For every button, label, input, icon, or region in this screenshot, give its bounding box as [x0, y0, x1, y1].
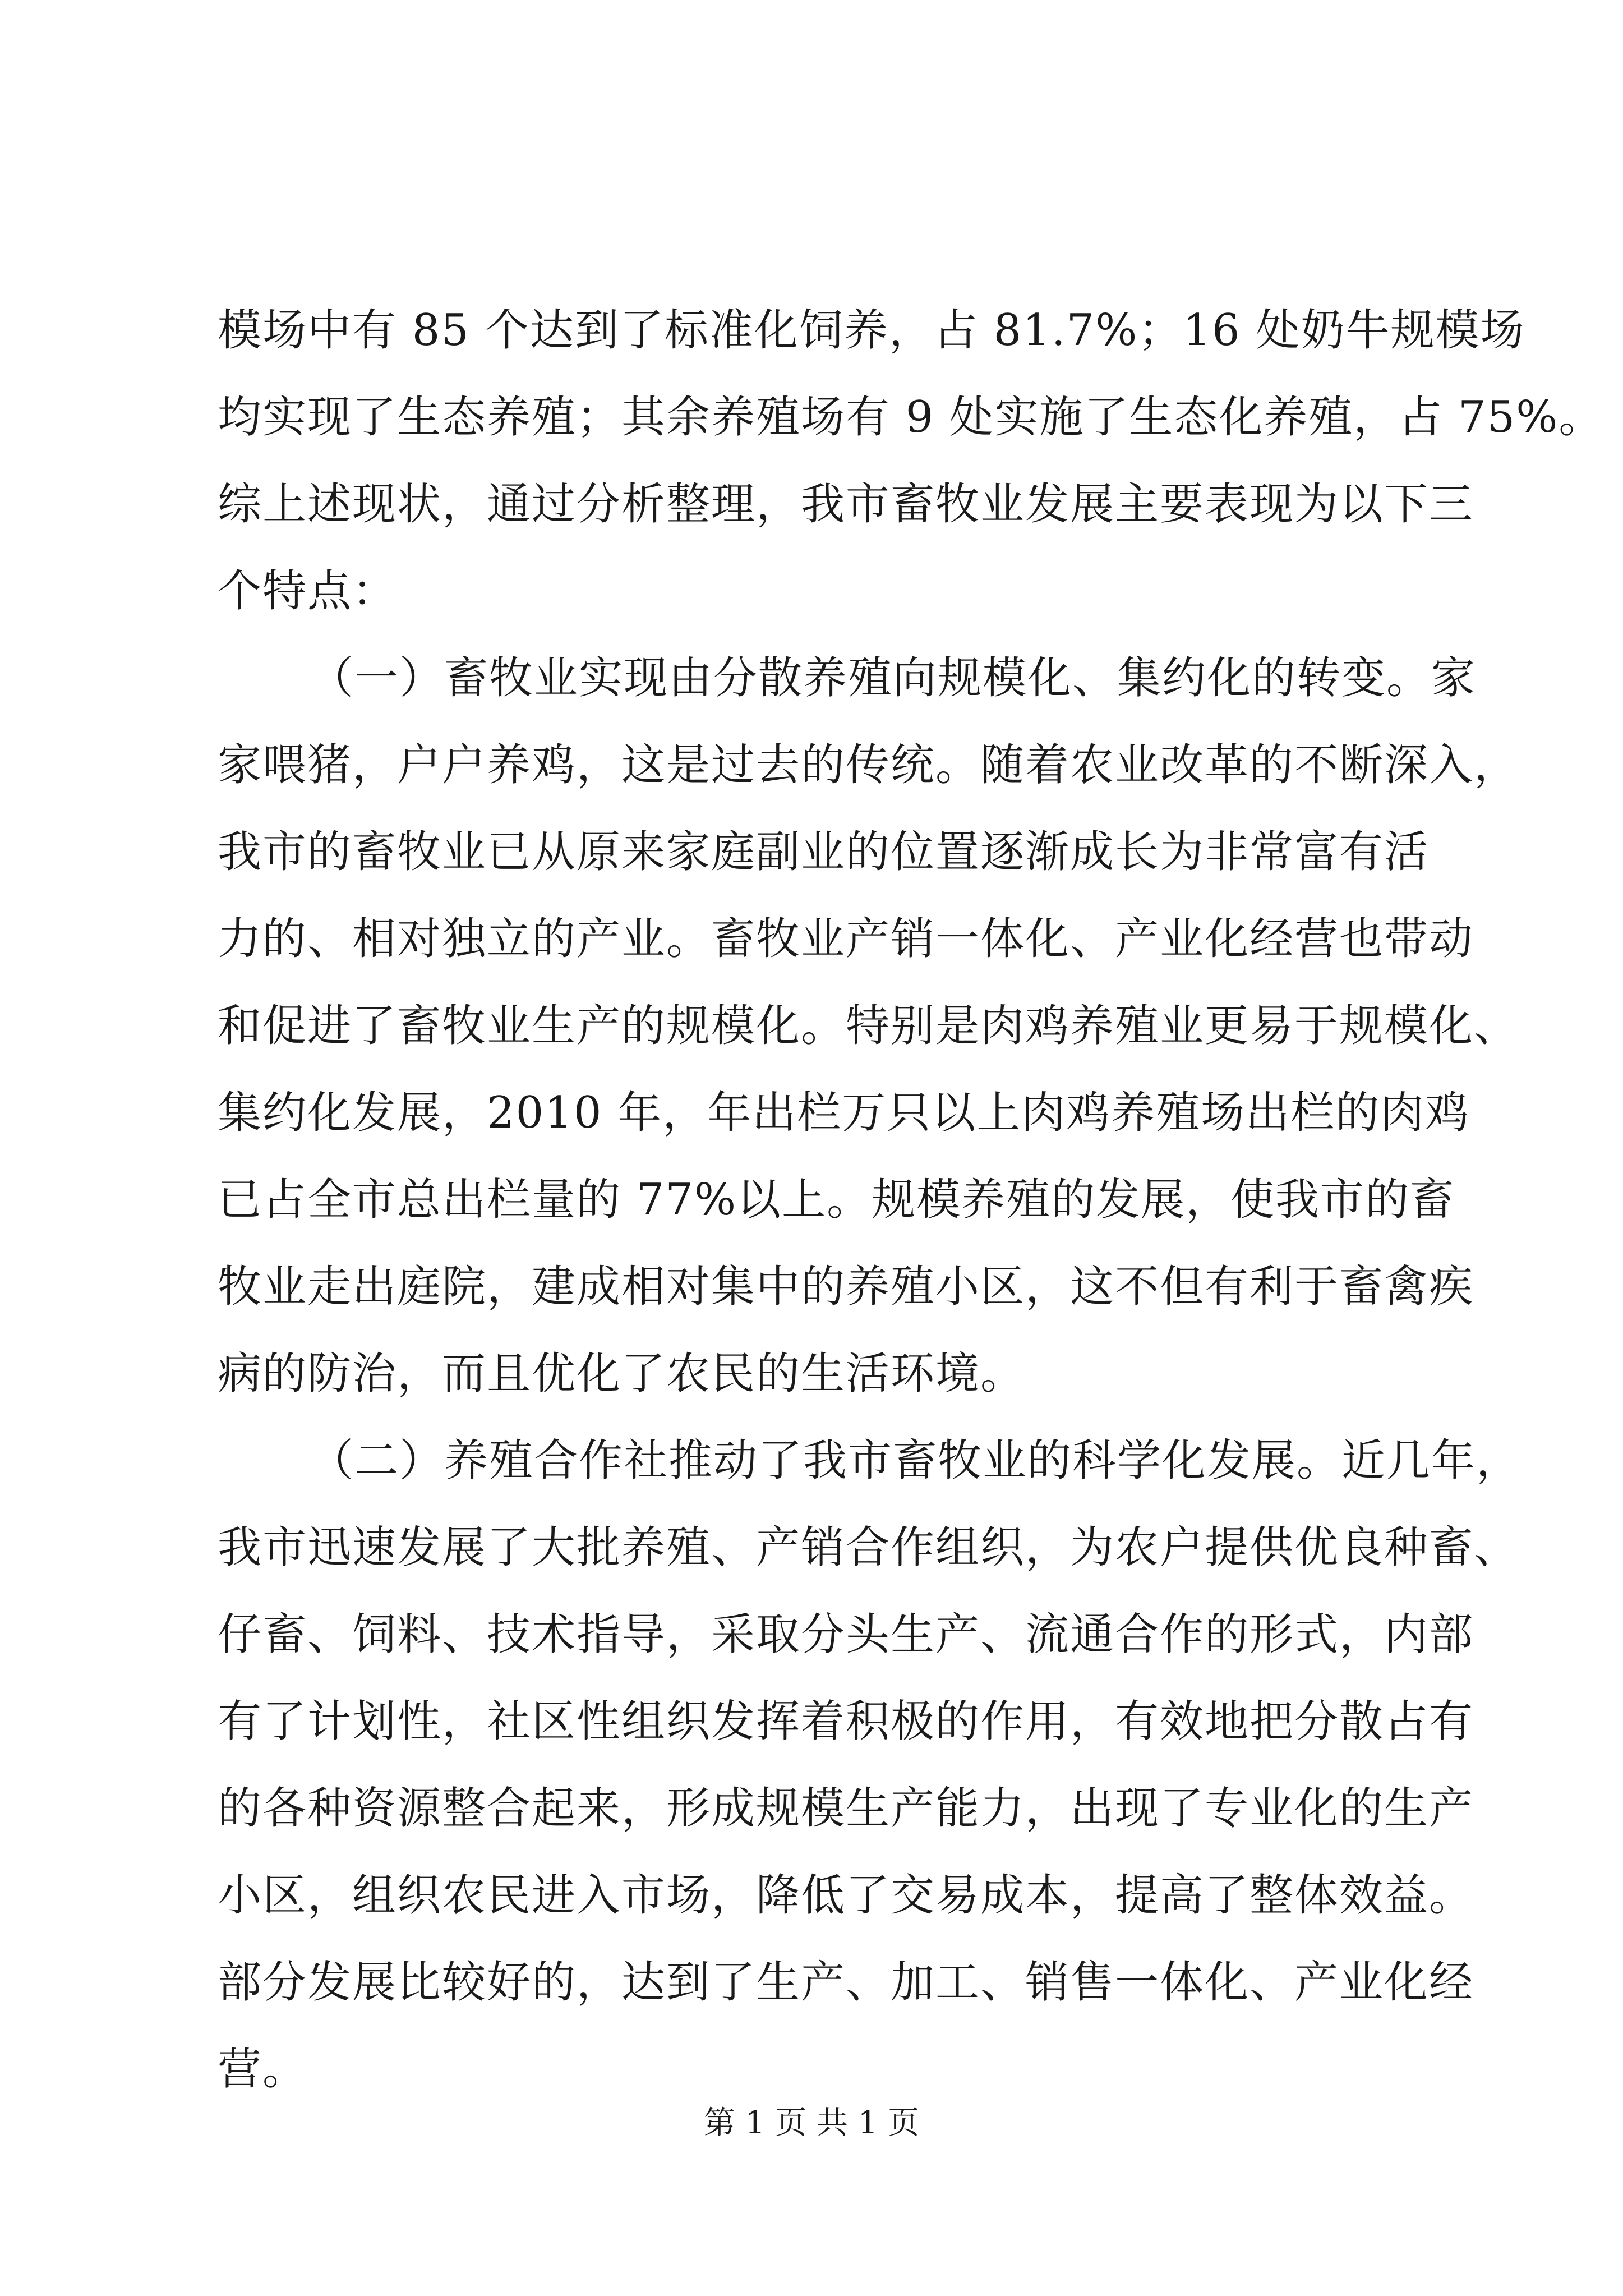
document-body — [218, 287, 1604, 2113]
text-line: 家喂猪，户户养鸡，这是过去的传统。随着农业改革的不断深入， — [218, 740, 1519, 790]
text-line: 模场中有 85 个达到了标准化饲养，占 81.7%；16 处奶牛规模场 — [218, 305, 1525, 356]
text-line: 病的防治，而且优化了农民的生活环境。 — [218, 1349, 1026, 1399]
text-line: 牧业走出庭院，建成相对集中的养殖小区，这不但有利于畜禽疾 — [218, 1262, 1474, 1312]
text-line: 有了计划性，社区性组织发挥着积极的作用，有效地把分散占有 — [218, 1696, 1474, 1747]
text-line: 小区，组织农民进入市场，降低了交易成本，提高了整体效益。 — [218, 1870, 1474, 1921]
text-line: 营。 — [218, 2044, 308, 2095]
text-line: （一）畜牧业实现由分散养殖向规模化、集约化的转变。家 — [310, 653, 1477, 703]
text-line: （二）养殖合作社推动了我市畜牧业的科学化发展。近几年， — [310, 1435, 1521, 1486]
text-line: 集约化发展，2010 年，年出栏万只以上肉鸡养殖场出栏的肉鸡 — [218, 1088, 1470, 1138]
text-line: 已占全市总出栏量的 77%以上。规模养殖的发展，使我市的畜 — [218, 1175, 1455, 1225]
page-footer: 第 1 页 共 1 页 — [703, 2105, 920, 2141]
text-line: 我市迅速发展了大批养殖、产销合作组织，为农户提供优良种畜、 — [218, 1522, 1519, 1573]
text-line: 综上述现状，通过分析整理，我市畜牧业发展主要表现为以下三 — [218, 479, 1474, 530]
text-line: 仔畜、饲料、技术指导，采取分头生产、流通合作的形式，内部 — [218, 1609, 1474, 1660]
text-line: 均实现了生态养殖；其余养殖场有 9 处实施了生态化养殖，占 75%。 — [218, 392, 1604, 443]
text-line: 和促进了畜牧业生产的规模化。特别是肉鸡养殖业更易于规模化、 — [218, 1001, 1519, 1051]
text-line: 我市的畜牧业已从原来家庭副业的位置逐渐成长为非常富有活 — [218, 827, 1430, 877]
text-line: 力的、相对独立的产业。畜牧业产销一体化、产业化经营也带动 — [218, 914, 1474, 964]
text-line: 的各种资源整合起来，形成规模生产能力，出现了专业化的生产 — [218, 1783, 1474, 1834]
text-line: 个特点： — [218, 566, 398, 616]
text-line: 部分发展比较好的，达到了生产、加工、销售一体化、产业化经 — [218, 1957, 1474, 2008]
